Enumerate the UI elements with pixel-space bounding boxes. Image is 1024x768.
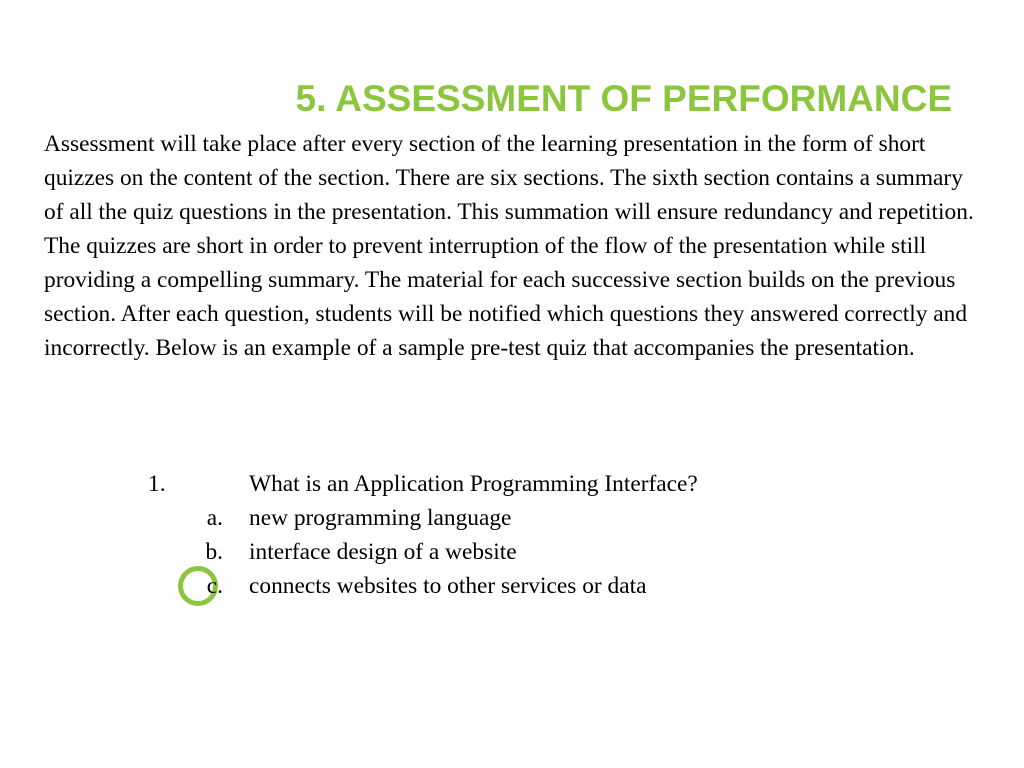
assessment-paragraph: Assessment will take place after every section of the learning presentation in the form of short quizzes on the content of the section. There are six sections. The sixth section contains a summary of all the quiz questions in the presentation. This summation will ensure redundancy and repetition. The quizzes are short in order to prevent interruption of the flow of the presentation while still providing a compelling summary. The material for each successive section builds on the previous section. After each question, students will be notified which questions they answered correctly and incorrectly. Below is an example of a sample pre-test quiz that accompanies the presentation.: [44, 131, 974, 361]
option-b-text: interface design of a website: [249, 539, 517, 565]
option-c-label: c.: [206, 573, 223, 599]
question-number: 1.: [148, 471, 166, 497]
question-text: What is an Application Programming Interface?: [249, 471, 698, 497]
slide-title: 5. ASSESSMENT OF PERFORMANCE: [295, 77, 952, 119]
option-b-label: b.: [205, 539, 223, 565]
option-c-text: connects websites to other services or data: [249, 573, 647, 599]
option-a-text: new programming language: [249, 505, 512, 531]
option-a-label: a.: [206, 505, 223, 531]
